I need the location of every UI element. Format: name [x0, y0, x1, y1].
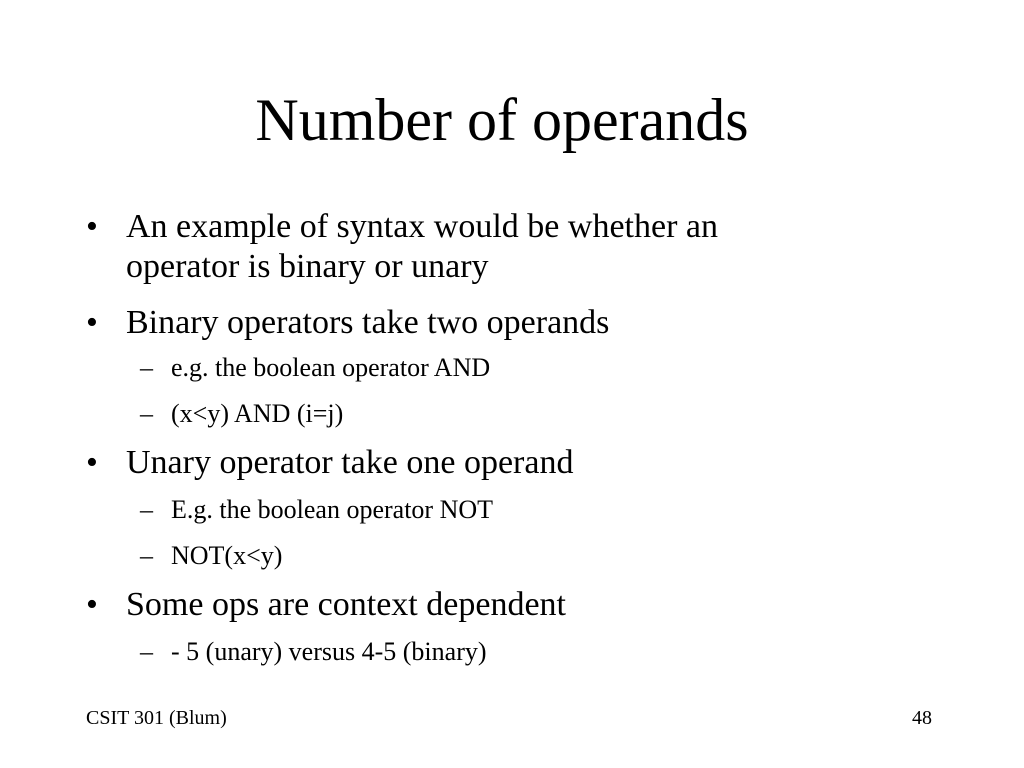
- sub-bullet-text: (x<y) AND (i=j): [171, 399, 344, 428]
- bullet-text: An example of syntax would be whether an: [126, 208, 718, 245]
- bullet-text: Unary operator take one operand: [126, 444, 574, 481]
- footer-course: CSIT 301 (Blum): [86, 707, 227, 729]
- sub-bullet-text: NOT(x<y): [171, 541, 283, 570]
- bullet-marker: •: [86, 444, 98, 481]
- bullet-text: Binary operators take two operands: [126, 304, 610, 341]
- bullet-marker: •: [86, 304, 98, 341]
- page-number: 48: [912, 707, 932, 729]
- bullet-marker: •: [86, 586, 98, 623]
- bullet-text: Some ops are context dependent: [126, 586, 566, 623]
- slide-title: Number of operands: [255, 87, 749, 153]
- sub-bullet-marker: –: [140, 399, 153, 428]
- sub-bullet-text: e.g. the boolean operator AND: [171, 353, 491, 382]
- sub-bullet-marker: –: [140, 495, 153, 524]
- sub-bullet-marker: –: [140, 637, 153, 666]
- sub-bullet-marker: –: [140, 541, 153, 570]
- bullet-marker: •: [86, 208, 98, 245]
- bullet-text: operator is binary or unary: [126, 248, 489, 285]
- sub-bullet-text: - 5 (unary) versus 4-5 (binary): [171, 637, 487, 666]
- sub-bullet-text: E.g. the boolean operator NOT: [171, 495, 494, 524]
- sub-bullet-marker: –: [140, 353, 153, 382]
